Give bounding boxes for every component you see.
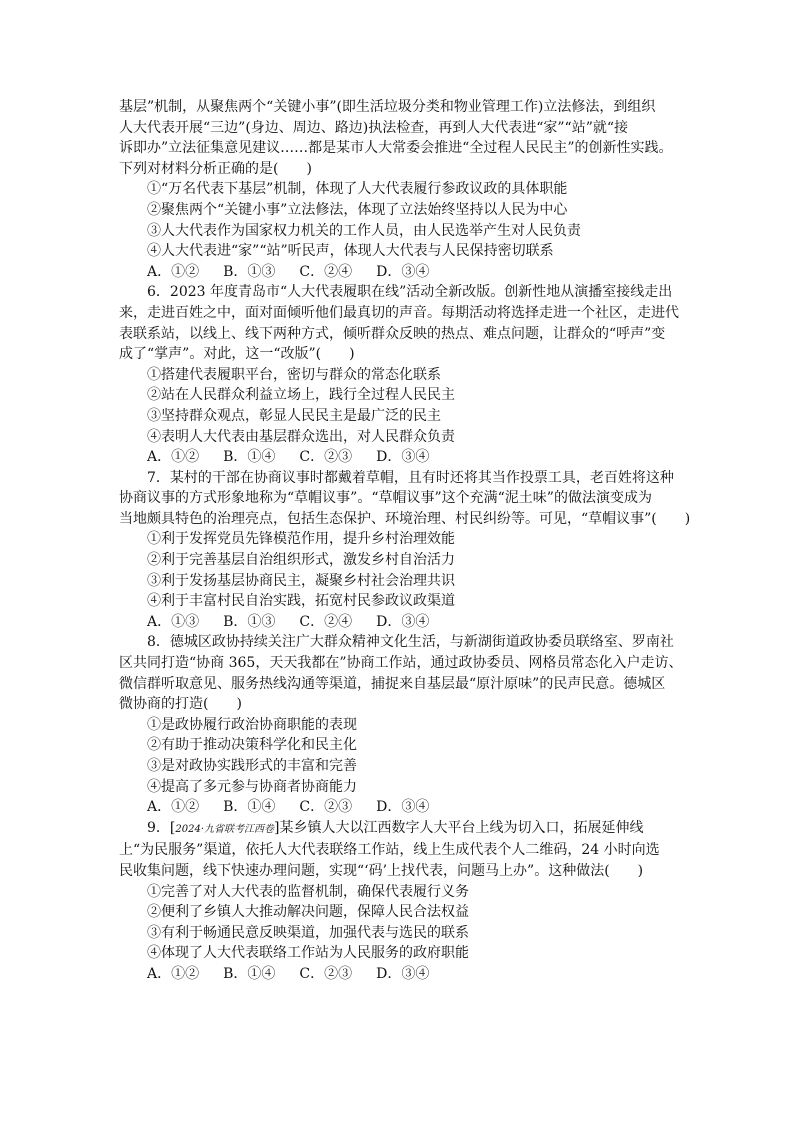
question-5-option-4: ④人大代表进“家”“站”听民声，体现人大代表与人民保持密切联系 (147, 243, 554, 260)
question-5-option-2: ②聚焦两个“关键小事”立法修法，体现了立法始终坚持以人民为中心 (147, 201, 568, 218)
question-8-option-2: ②有助于推动决策科学化和民主化 (147, 737, 357, 754)
question-9-number: 9．[ (147, 819, 176, 836)
question-7-answer-choices (119, 612, 697, 633)
answer-choice-d[interactable]: D．③④ (376, 965, 430, 982)
answer-choice-c[interactable]: C．②④ (299, 263, 353, 280)
question-5 (119, 97, 697, 282)
question-9-option-2: ②便利了乡镇人大推动解决问题，保障人民合法权益 (147, 904, 469, 921)
question-5-option-1: ①“万名代表下基层”机制，体现了人大代表履行参政议政的具体职能 (147, 181, 568, 198)
answer-choice-c[interactable]: C．②③ (299, 965, 353, 982)
question-9-answer-choices (119, 964, 697, 985)
question-9-option-1: ①完善了对人大代表的监督机制，确保代表履行义务 (147, 883, 469, 900)
question-5-stem-line-3: 诉即办”立法征集意见建议……都是某市人大常委会推进“全过程人民民主”的创新性实践。 (119, 140, 673, 157)
answer-choice-c[interactable]: C．②④ (299, 613, 353, 630)
answer-choice-d[interactable]: D．③④ (376, 449, 430, 466)
question-8-option-4: ④提高了多元参与协商者协商能力 (147, 778, 357, 795)
answer-choice-c[interactable]: C．②③ (299, 799, 353, 816)
question-7-option-3: ③利于发扬基层协商民主，凝聚乡村社会治理共识 (147, 572, 455, 589)
question-5-stem-line-2: 人大代表开展“三边”(身边、周边、路边)执法检查，再到人大代表进“家”“站”就“接 (119, 119, 629, 136)
answer-choice-b[interactable]: B．①④ (223, 965, 276, 982)
answer-choice-a[interactable]: A．①② (147, 799, 200, 816)
question-8-stem-line-3: 微信群听取意见、服务热线沟通等渠道，捕捉来自基层最“原汁原味”的民声民意。德城区 (119, 675, 666, 692)
question-9 (119, 818, 697, 985)
question-9-stem-line-2: 上“为民服务”渠道，依托人大代表联络工作站，线上生成代表个人二维码，24 小时向选 (119, 842, 660, 859)
answer-choice-a[interactable]: A．①② (147, 449, 200, 466)
question-8-answer-choices (119, 797, 697, 818)
answer-choice-a[interactable]: A．①② (147, 965, 200, 982)
question-8-stem-line-2: 区共同打造“协商 365，天天我都在”协商工作站，通过政协委员、网格员常态化入户走访、 (119, 655, 683, 672)
answer-choice-b[interactable]: B．①④ (223, 449, 276, 466)
question-6-stem-line-2: 来，走进百姓之中，面对面倾听他们最真切的声音。每期活动将选择走进一个社区，走进代 (119, 304, 679, 321)
answer-choice-d[interactable]: D．③④ (376, 613, 430, 630)
answer-choice-d[interactable]: D．③④ (376, 799, 430, 816)
question-7-stem-line-1: 7．某村的干部在协商议事时都戴着草帽，且有时还将其当作投票工具，老百姓将这种 (147, 469, 674, 486)
question-6-stem-line-3: 表联系站，以线上、线下两种方式，倾听群众反映的热点、难点问题，让群众的“呼声”变 (119, 325, 666, 342)
answer-choice-b[interactable]: B．①③ (223, 263, 276, 280)
answer-choice-c[interactable]: C．②③ (299, 449, 353, 466)
question-6 (119, 282, 697, 467)
question-8-stem-line-1: 8．德城区政协持续关注广大群众精神文化生活，与新湖街道政协委员联络室、罗南社 (147, 634, 674, 651)
question-9-option-3: ③有利于畅通民意反映渠道，加强代表与选民的联系 (147, 924, 469, 941)
question-6-option-4: ④表明人大代表由基层群众选出，对人民群众负责 (147, 428, 455, 445)
question-8-option-3: ③是对政协实践形式的丰富和完善 (147, 758, 357, 774)
question-5-stem-line-4: 下列对材料分析正确的是( ) (119, 160, 312, 177)
question-5-answer-choices (119, 262, 697, 283)
question-6-option-2: ②站在人民群众利益立场上，践行全过程人民民主 (147, 387, 455, 404)
question-7-stem-line-2: 协商议事的方式形象地称为“草帽议事”。“草帽议事”这个充满“泥土味”的做法演变成为 (119, 490, 652, 507)
answer-choice-d[interactable]: D．③④ (376, 263, 430, 280)
question-6-option-3: ③坚持群众观点，彰显人民民主是最广泛的民主 (147, 407, 441, 424)
question-6-answer-choices (119, 447, 697, 468)
question-5-stem-line-1: 基层”机制，从聚焦两个“关键小事”(即生活垃圾分类和物业管理工作)立法修法，到组织 (119, 99, 656, 115)
question-8 (119, 632, 697, 817)
question-9-stem-line-1 (119, 818, 697, 841)
answer-choice-b[interactable]: B．①③ (223, 613, 276, 630)
question-9-stem-line-3: 民收集问题，线下快速办理问题，实现“‘码’上找代表，问题马上办”。这种做法( ) (119, 862, 644, 879)
question-6-option-1: ①搭建代表履职平台，密切与群众的常态化联系 (147, 366, 441, 383)
question-7-option-1: ①利于发挥党员先锋模范作用，提升乡村治理效能 (147, 531, 455, 548)
question-7-option-2: ②利于完善基层自治组织形式，激发乡村自治活力 (147, 552, 455, 569)
question-8-option-1: ①是政协履行政治协商职能的表现 (147, 716, 357, 733)
question-content (119, 97, 697, 985)
question-9-source: 2024·九省联考江西卷 (175, 823, 275, 835)
answer-choice-a[interactable]: A．①③ (147, 613, 200, 630)
answer-choice-a[interactable]: A．①② (147, 263, 200, 280)
question-7-option-4: ④利于丰富村民自治实践，拓宽村民参政议政渠道 (147, 593, 455, 610)
question-5-option-3: ③人大代表作为国家权力机关的工作人员，由人民选举产生对人民负责 (147, 222, 581, 239)
question-9-stem-text: ]某乡镇人大以江西数字人大平台上线为切入口，拓展延伸线 (274, 819, 644, 836)
question-7-stem-line-3: 当地颇具特色的治理亮点，包括生态保护、环境治理、村民纠纷等。可见，“草帽议事”( ) (119, 510, 691, 527)
question-9-option-4: ④体现了人大代表联络工作站为人民服务的政府职能 (147, 945, 469, 962)
question-7 (119, 468, 697, 633)
question-8-stem-line-4: 微协商的打造( ) (119, 696, 242, 713)
answer-choice-b[interactable]: B．①④ (223, 799, 276, 816)
question-6-stem-line-4: 成了“掌声”。对此，这一“改版”( ) (119, 346, 355, 363)
question-6-stem-line-1: 6．2023 年度青岛市“人大代表履职在线”活动全新改版。创新性地从演播室接线走出 (147, 284, 673, 301)
